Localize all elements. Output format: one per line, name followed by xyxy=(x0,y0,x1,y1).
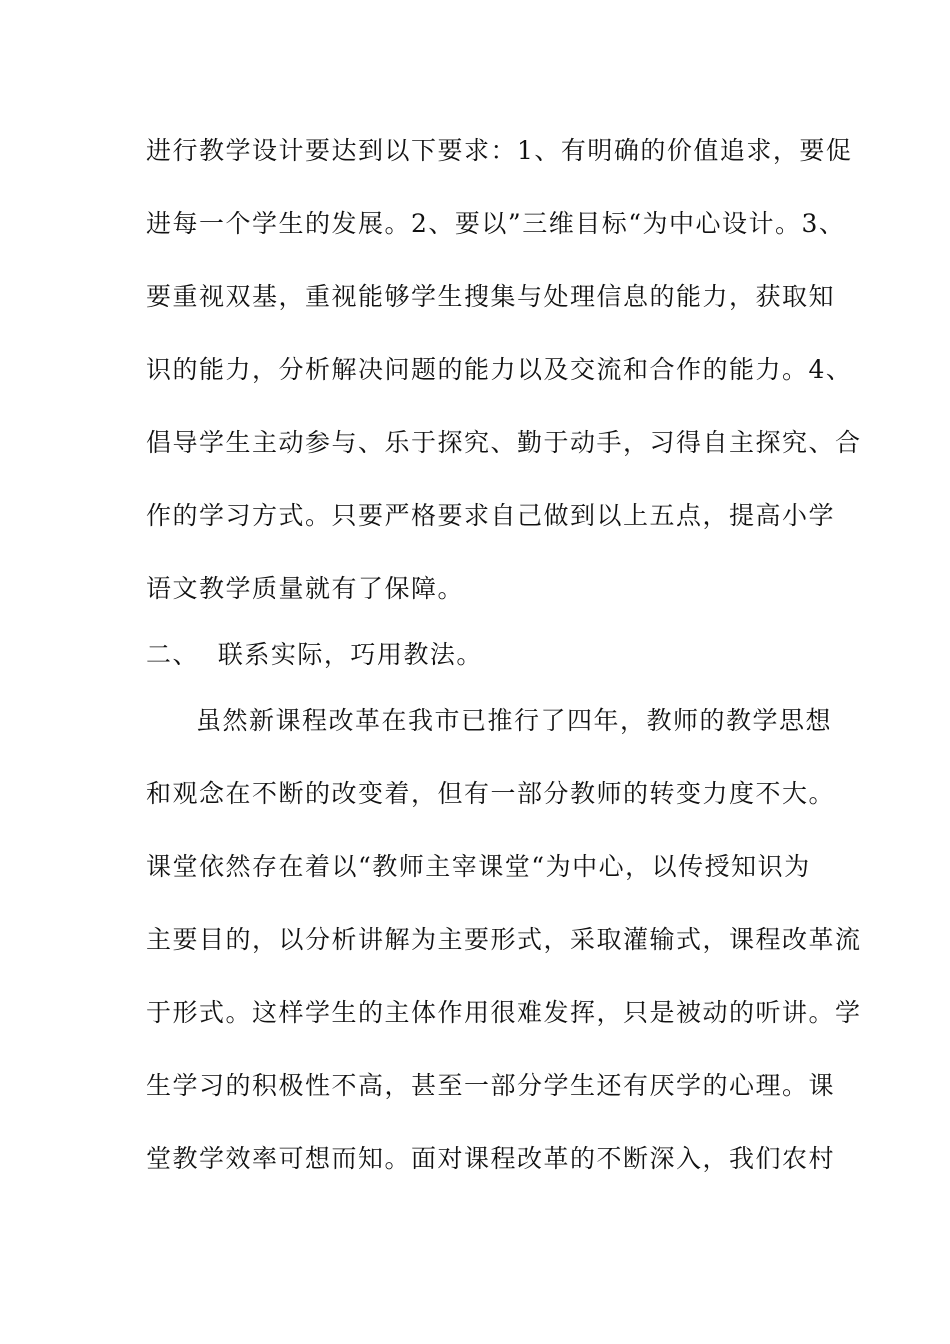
paragraph-line: 虽然新课程改革在我市已推行了四年，教师的教学思想 xyxy=(196,706,833,735)
section-heading: 二、 联系实际，巧用教法。 xyxy=(146,640,483,669)
paragraph-line: 识的能力，分析解决问题的能力以及交流和合作的能力。4、 xyxy=(146,355,853,384)
paragraph-line: 要重视双基，重视能够学生搜集与处理信息的能力，获取知 xyxy=(146,282,836,311)
paragraph-line: 语文教学质量就有了保障。 xyxy=(146,574,465,603)
paragraph-line: 进每一个学生的发展。2、要以”三维目标“为中心设计。3、 xyxy=(146,209,846,238)
paragraph-line: 和观念在不断的改变着，但有一部分教师的转变力度不大。 xyxy=(146,779,836,808)
paragraph-line: 倡导学生主动参与、乐于探究、勤于动手，习得自主探究、合 xyxy=(146,428,862,457)
paragraph-line: 主要目的，以分析讲解为主要形式，采取灌输式，课程改革流 xyxy=(146,925,862,954)
paragraph-line: 堂教学效率可想而知。面对课程改革的不断深入，我们农村 xyxy=(146,1144,836,1173)
paragraph-line: 生学习的积极性不高，甚至一部分学生还有厌学的心理。课 xyxy=(146,1071,836,1100)
paragraph-line: 于形式。这样学生的主体作用很难发挥，只是被动的听讲。学 xyxy=(146,998,862,1027)
paragraph-line: 作的学习方式。只要严格要求自己做到以上五点，提高小学 xyxy=(146,501,836,530)
paragraph-line: 进行教学设计要达到以下要求：1、有明确的价值追求，要促 xyxy=(146,136,853,165)
paragraph-line: 课堂依然存在着以“教师主宰课堂“为中心，以传授知识为 xyxy=(146,852,811,881)
